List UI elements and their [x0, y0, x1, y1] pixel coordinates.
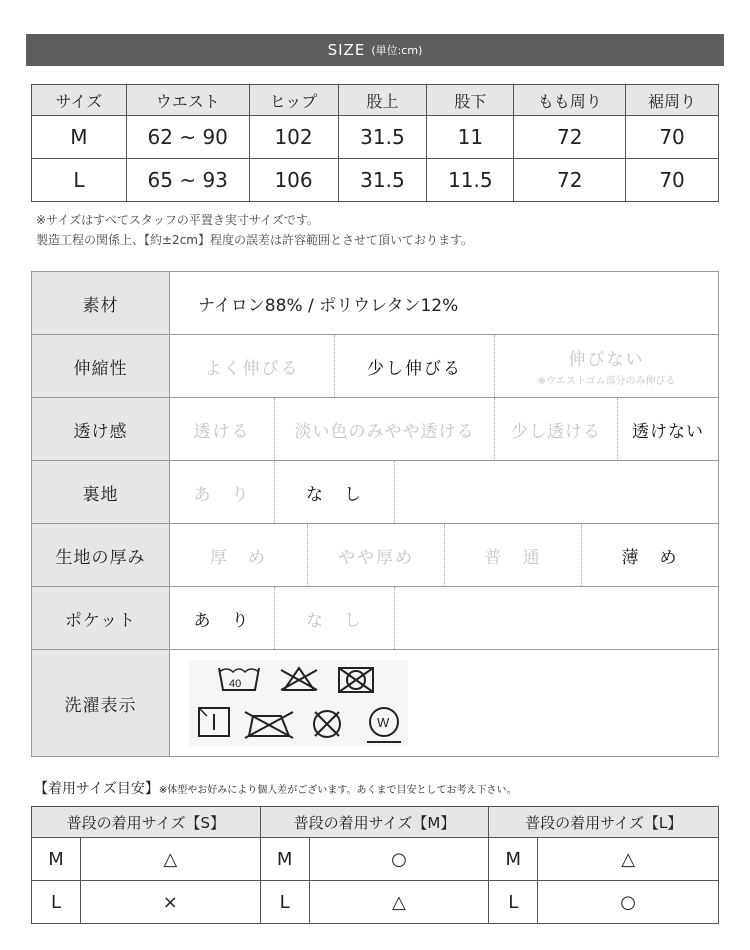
col-hip: ヒップ: [249, 85, 338, 116]
pocket-option-no: な し: [275, 587, 395, 649]
lining-option-yes: あ り: [170, 461, 275, 523]
cell: ○: [309, 838, 489, 881]
no-dry-clean-icon: [314, 711, 340, 737]
wash-40-icon: [219, 668, 259, 690]
cell: L: [260, 881, 309, 924]
cell: 31.5: [338, 159, 427, 202]
cell: 62 ~ 90: [126, 116, 249, 159]
spec-row-sheer: [32, 398, 719, 461]
cell: L: [489, 881, 538, 924]
thickness-option-normal: 普 通: [445, 524, 582, 586]
fit-header-s: 普段の着用サイズ【S】: [32, 807, 261, 838]
sheer-option-see-through: 透ける: [170, 398, 275, 460]
spec-label: 透け感: [32, 398, 170, 461]
drip-dry-shade-icon: [199, 708, 229, 736]
cell: 72: [514, 159, 626, 202]
stretch-option-high: よく伸びる: [170, 335, 335, 397]
thickness-option-thick: 厚 め: [170, 524, 308, 586]
col-waist: ウエスト: [126, 85, 249, 116]
spec-row-thickness: [32, 524, 719, 587]
cell: 70: [626, 116, 719, 159]
thickness-option-thin: 薄 め: [621, 547, 679, 568]
fit-title-main: 【着用サイズ目安】: [34, 781, 159, 797]
wet-clean-icon: [367, 708, 401, 742]
cell: L: [32, 881, 81, 924]
svg-text:W: W: [377, 715, 390, 730]
cell: M: [32, 116, 127, 159]
fit-title-note: ※体型やお好みにより個人差がございます。あくまで目安としてお考え下さい。: [158, 785, 517, 796]
stretch-option-none: [495, 335, 718, 397]
note-tolerance: 製造工程の関係上、【約±2cm】程度の誤差は許容範囲とさせて頂いております。: [36, 233, 474, 247]
table-row: [32, 116, 719, 159]
table-row: [32, 881, 719, 924]
cell: 70: [626, 159, 719, 202]
cell: △: [80, 838, 260, 881]
col-size: サイズ: [32, 85, 127, 116]
col-hem: 裾周り: [626, 85, 719, 116]
no-bleach-icon: [281, 668, 317, 690]
size-unit: (単位:cm): [371, 44, 423, 57]
table-row: [32, 159, 719, 202]
pocket-option-empty: [395, 587, 718, 649]
col-thigh: もも周り: [514, 85, 626, 116]
thickness-option-slightly-thick: やや厚め: [308, 524, 445, 586]
fit-header-m: 普段の着用サイズ【M】: [260, 807, 489, 838]
no-iron-icon: [245, 712, 293, 738]
stretch-option-some: 少し伸びる: [335, 335, 495, 397]
spec-label: 素材: [32, 272, 170, 335]
spec-label: 裏地: [32, 461, 170, 524]
col-rise: 股上: [338, 85, 427, 116]
cell: M: [32, 838, 81, 881]
cell: 11.5: [427, 159, 514, 202]
cell: 65 ~ 93: [126, 159, 249, 202]
cell: △: [538, 838, 719, 881]
spec-label: ポケット: [32, 587, 170, 650]
sheer-option-not: 透けない: [632, 421, 704, 442]
cell: 72: [514, 116, 626, 159]
size-table: [31, 84, 719, 202]
pocket-option-yes: あ り: [170, 587, 275, 649]
spec-label: 生地の厚み: [32, 524, 170, 587]
cell: 31.5: [338, 116, 427, 159]
cell: L: [32, 159, 127, 202]
fit-table-header: [32, 807, 719, 838]
no-tumble-dry-icon: [339, 668, 373, 692]
sheer-option-light-colors: 淡い色のみやや透ける: [275, 398, 495, 460]
cell: M: [260, 838, 309, 881]
size-title: SIZE: [327, 41, 366, 59]
spec-row-lining: [32, 461, 719, 524]
sheer-option-slight: 少し透ける: [495, 398, 618, 460]
cell: ×: [80, 881, 260, 924]
spec-row-material: [32, 272, 719, 335]
spec-label: 洗濯表示: [32, 650, 170, 757]
lining-option-no: な し: [275, 461, 395, 523]
fit-guide-title: [34, 778, 516, 798]
fit-table: [31, 806, 719, 924]
material-value: ナイロン88% / ポリウレタン12%: [198, 295, 459, 316]
stretch-option-sub: ※ウエストゴム部分のみ伸びる: [537, 376, 676, 387]
size-table-header: [32, 85, 719, 116]
lining-option-empty: [395, 461, 718, 523]
col-inseam: 股下: [427, 85, 514, 116]
stretch-option-none-label: 伸びない: [568, 350, 645, 370]
spec-row-stretch: [32, 335, 719, 398]
cell: M: [489, 838, 538, 881]
spec-row-pocket: [32, 587, 719, 650]
cell: 106: [249, 159, 338, 202]
note-measurement: ※サイズはすべてスタッフの平置き実寸サイズです。: [36, 213, 319, 227]
table-row: [32, 838, 719, 881]
svg-text:40: 40: [229, 678, 242, 690]
spec-label: 伸縮性: [32, 335, 170, 398]
fit-header-l: 普段の着用サイズ【L】: [489, 807, 719, 838]
size-header-bar: [26, 34, 724, 66]
care-symbols: [189, 660, 408, 746]
cell: △: [309, 881, 489, 924]
cell: ○: [538, 881, 719, 924]
cell: 102: [249, 116, 338, 159]
cell: 11: [427, 116, 514, 159]
